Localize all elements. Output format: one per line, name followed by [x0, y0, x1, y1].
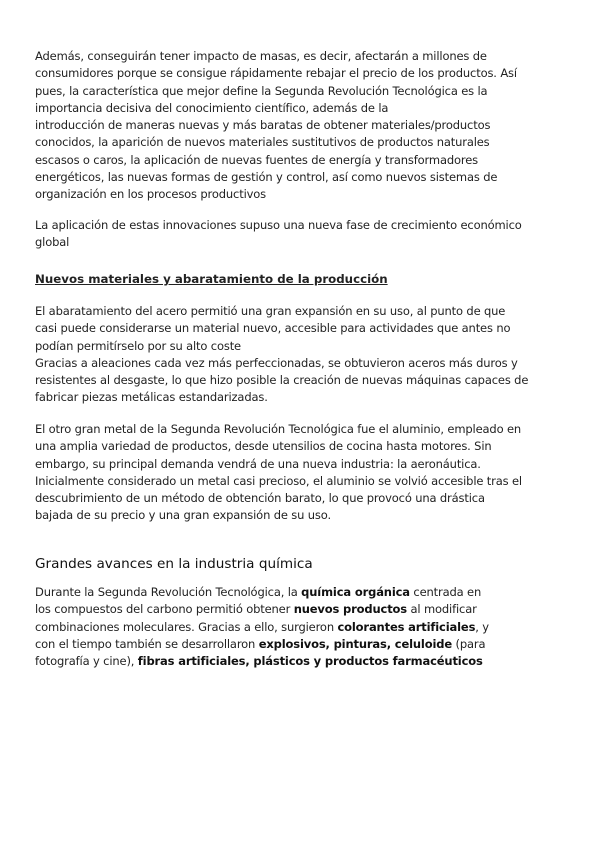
text-run: con el tiempo también se desarrollaron	[35, 636, 259, 651]
text-run: , y	[475, 619, 489, 634]
text-line	[35, 619, 570, 636]
bold-term: explosivos, pinturas, celuloide	[258, 636, 453, 651]
text-run: (para	[452, 636, 486, 651]
text-line: Gracias a aleaciones cada vez más perfeccionadas, se obtuvieron aceros más duros y	[35, 355, 518, 370]
text-run: al modificar	[407, 602, 477, 617]
heading-chemistry: Grandes avances en la industria química	[35, 556, 313, 572]
text-line: El abaratamiento del acero permitió una gran expansión en su uso, al punto de que	[35, 304, 506, 318]
text-run: los compuestos del carbono permitió obtener	[35, 602, 294, 617]
text-line: bajada de su precio y una gran expansión de su uso.	[35, 508, 331, 523]
text-line	[35, 636, 570, 653]
text-line: pues, la característica que mejor define la Segunda Revolución Tecnológica es la	[35, 83, 488, 98]
paragraph-steel	[35, 303, 570, 407]
text-line: consumidores porque se consigue rápidamente rebajar el precio de los productos. Así	[35, 66, 517, 81]
heading-materials: Nuevos materiales y abaratamiento de la producción	[35, 272, 388, 286]
text-run: fotografía y cine),	[35, 654, 138, 669]
text-line: Además, conseguirán tener impacto de masas, es decir, afectarán a millones de	[35, 49, 487, 63]
text-line: una amplia variedad de productos, desde utensilios de cocina hasta motores. Sin	[35, 439, 492, 454]
text-run: Durante la Segunda Revolución Tecnológica, la	[35, 585, 302, 599]
text-line: La aplicación de estas innovaciones supuso una nueva fase de crecimiento económico	[35, 218, 522, 232]
paragraph-innovations	[35, 217, 570, 252]
text-line	[35, 601, 570, 618]
text-line	[35, 653, 570, 670]
section-heading-chemistry	[35, 553, 570, 574]
bold-term: química orgánica	[301, 585, 410, 599]
paragraph-intro	[35, 48, 570, 204]
text-line: resistentes al desgaste, lo que hizo posible la creación de nuevas máquinas capaces de	[35, 373, 529, 388]
text-line: organización en los procesos productivos	[35, 187, 267, 202]
text-line: casi puede considerarse un material nuevo, accesible para actividades que antes no	[35, 321, 511, 336]
section-heading-materials	[35, 268, 570, 288]
text-line: embargo, su principal demanda vendrá de una nueva industria: la aeronáutica.	[35, 456, 481, 471]
text-line: podían permitírselo por su alto coste	[35, 338, 241, 353]
text-line: conocidos, la aparición de nuevos materiales sustitutivos de productos naturales	[35, 135, 490, 150]
text-run: centrada en	[409, 585, 482, 599]
text-line: descubrimiento de un método de obtención barato, lo que provocó una drástica	[35, 491, 485, 506]
text-line: global	[35, 235, 70, 250]
paragraph-chemistry	[35, 584, 570, 670]
text-line: El otro gran metal de la Segunda Revolución Tecnológica fue el aluminio, empleado en	[35, 422, 522, 436]
text-line: Inicialmente considerado un metal casi precioso, el aluminio se volvió accesible tras el	[35, 473, 522, 488]
bold-term: fibras artificiales, plásticos y productos farmacéuticos	[137, 654, 483, 669]
paragraph-aluminium	[35, 421, 570, 525]
text-line: importancia decisiva del conocimiento científico, además de la	[35, 100, 389, 115]
bold-term: colorantes artificiales	[337, 619, 476, 634]
text-line: fabricar piezas metálicas estandarizadas.	[35, 390, 268, 405]
text-line: energéticos, las nuevas formas de gestión y control, así como nuevos sistemas de	[35, 170, 498, 185]
text-line: introducción de maneras nuevas y más baratas de obtener materiales/productos	[35, 118, 491, 133]
text-run: combinaciones moleculares. Gracias a ello, surgieron	[35, 619, 338, 634]
text-line: escasos o caros, la aplicación de nuevas fuentes de energía y transformadores	[35, 152, 479, 167]
bold-term: nuevos productos	[293, 602, 407, 617]
text-line	[35, 584, 570, 601]
